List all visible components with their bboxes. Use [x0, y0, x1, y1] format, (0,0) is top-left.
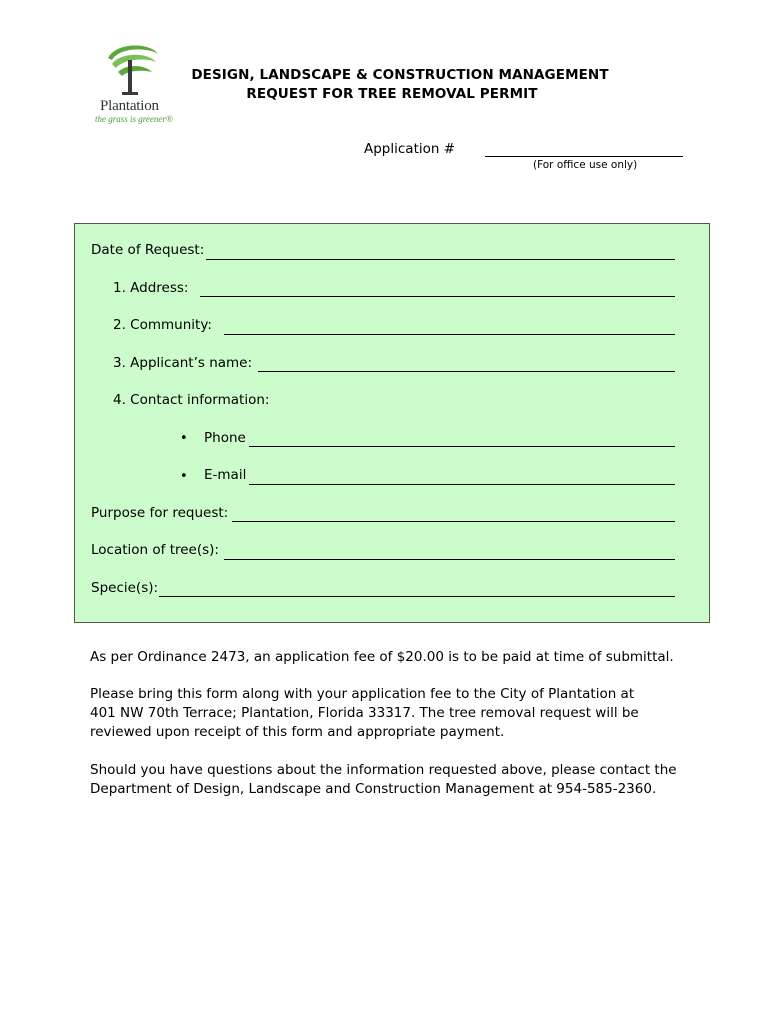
address-label: 1. Address:: [113, 280, 189, 296]
location-field[interactable]: [224, 559, 675, 560]
contact-paragraph: Should you have questions about the information requested above, please contact the Department of Design, Landscape and Construction Management at 954-585-2360.: [90, 762, 677, 797]
instructions-paragraph: Please bring this form along with your application fee to the City of Plantation at 401 NW 70th Terrace; Plantation, Florida 33317. The tree removal request will be reviewed upon receipt of this form and appropriate payment.: [90, 686, 639, 740]
date-of-request-label: Date of Request:: [91, 242, 205, 258]
purpose-label: Purpose for request:: [91, 505, 229, 521]
fee-paragraph: As per Ordinance 2473, an application fee of $20.00 is to be paid at time of submittal.: [90, 649, 674, 665]
purpose-field[interactable]: [232, 521, 675, 522]
application-number-label: Application #: [364, 141, 456, 157]
plantation-logo: [92, 40, 172, 126]
location-label: Location of tree(s):: [91, 542, 219, 558]
form-title: REQUEST FOR TREE REMOVAL PERMIT: [246, 86, 538, 102]
species-field[interactable]: [159, 596, 675, 597]
phone-label: Phone: [204, 430, 246, 446]
date-of-request-field[interactable]: [206, 259, 675, 260]
species-label: Specie(s):: [91, 580, 159, 596]
logo-tagline: the grass is greener®: [95, 114, 173, 124]
email-label: E-mail: [204, 467, 247, 483]
application-number-field[interactable]: [485, 156, 683, 157]
email-field[interactable]: [249, 484, 675, 485]
phone-field[interactable]: [249, 446, 675, 447]
address-field[interactable]: [200, 296, 675, 297]
phone-bullet: •: [180, 431, 188, 446]
contact-information-label: 4. Contact information:: [113, 392, 270, 408]
office-use-note: (For office use only): [533, 159, 638, 171]
applicant-name-label: 3. Applicant’s name:: [113, 355, 253, 371]
email-bullet: •: [180, 469, 188, 484]
applicant-name-field[interactable]: [258, 371, 675, 372]
community-label: 2. Community:: [113, 317, 212, 333]
request-form-box: [74, 223, 710, 623]
logo-name: Plantation: [100, 98, 159, 114]
community-field[interactable]: [224, 334, 675, 335]
department-title: DESIGN, LANDSCAPE & CONSTRUCTION MANAGEMENT: [191, 67, 609, 83]
